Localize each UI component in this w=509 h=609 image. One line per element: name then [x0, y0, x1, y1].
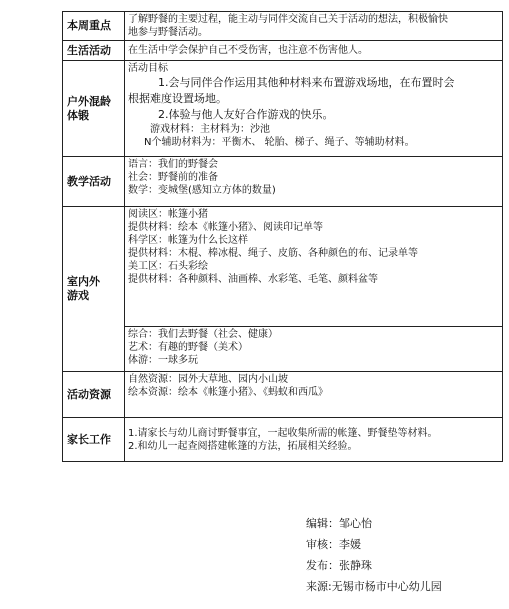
- label-weekly-focus: 本周重点: [63, 12, 125, 41]
- row-parent-work: [63, 418, 503, 462]
- label-outdoor-line-1: 户外混龄: [67, 94, 111, 108]
- publication-footer: [306, 513, 442, 597]
- label-life-activity: 生活活动: [63, 41, 125, 61]
- resources-line-1: 自然资源：园外大草地、园内小山坡: [128, 374, 288, 385]
- label-games-line-2: 游戏: [67, 289, 89, 302]
- outdoor-exercise-content: [125, 61, 503, 157]
- footer-source: 来源:无锡市杨市中心幼儿园: [306, 580, 442, 593]
- outdoor-goal-1a: 1.会与同伴合作运用其他种材料来布置游戏场地，在布置时会: [158, 76, 455, 89]
- games-areas-content: [125, 207, 503, 327]
- life-activity-line-1: 在生活中学会保护自己不受伤害，也注意不伤害他人。: [128, 45, 368, 56]
- games-extra-line-2: 艺术：有趣的野餐（美术）: [128, 342, 248, 353]
- footer-reviewer: 审核：李媛: [306, 538, 361, 551]
- teaching-line-3: 数学：变城堡(感知立方体的数量): [128, 185, 276, 196]
- row-indoor-outdoor-games: [63, 207, 503, 327]
- row-life-activity: [63, 41, 503, 61]
- games-extra-content: [125, 327, 503, 372]
- activity-resources-content: [125, 372, 503, 418]
- label-indoor-outdoor-games: [63, 207, 125, 372]
- label-parent-work: 家长工作: [63, 418, 125, 462]
- games-line-2: 提供材料：绘本《帐篷小猪》、阅读印记单等: [128, 222, 323, 233]
- parent-work-line-1: 1.请家长与幼儿商讨野餐事宜，一起收集所需的帐篷、野餐垫等材料。: [128, 427, 438, 439]
- weekly-focus-content: [125, 12, 503, 41]
- label-teaching-activity: 教学活动: [63, 157, 125, 207]
- row-weekly-focus: [63, 12, 503, 41]
- outdoor-material-aux: N个辅助材料为：平衡木、 轮胎、梯子、绳子、等辅助材料。: [144, 137, 415, 148]
- games-extra-line-1: 综合：我们去野餐（社会、健康）: [128, 329, 278, 340]
- row-outdoor-exercise: [63, 61, 503, 157]
- label-activity-resources: 活动资源: [63, 372, 125, 418]
- weekly-focus-line-2: 地参与野餐活动。: [128, 27, 208, 38]
- weekly-plan-table: [62, 11, 503, 462]
- games-line-6: 提供材料：各种颜料、油画棒、水彩笔、毛笔、颜料盆等: [128, 274, 378, 285]
- outdoor-material-main: 游戏材料：主材料为：沙池: [150, 124, 270, 135]
- outdoor-goal-2: 2.体验与他人友好合作游戏的快乐。: [158, 108, 334, 121]
- parent-work-line-2: 2.和幼儿一起查阅搭建帐篷的方法，拓展相关经验。: [128, 440, 358, 452]
- footer-editor: 编辑：邹心怡: [306, 517, 372, 530]
- games-line-1: 阅读区：帐篷小猪: [128, 209, 208, 220]
- teaching-line-2: 社会：野餐前的准备: [128, 172, 218, 183]
- row-indoor-outdoor-games-2: [63, 327, 503, 372]
- games-extra-line-3: 体游：一球多玩: [128, 355, 198, 366]
- games-line-3: 科学区：帐篷为什么长这样: [128, 235, 248, 246]
- row-teaching-activity: [63, 157, 503, 207]
- weekly-focus-line-1: 了解野餐的主要过程，能主动与同伴交流自己关于活动的想法，积极愉快: [128, 14, 448, 25]
- outdoor-goal-title: 活动目标: [128, 63, 168, 74]
- parent-work-content: [125, 418, 503, 462]
- resources-line-2: 绘本资源：绘本《帐篷小猪》、《蚂蚁和西瓜》: [128, 387, 328, 398]
- label-games-line-1: 室内外: [67, 275, 100, 288]
- life-activity-content: [125, 41, 503, 61]
- label-outdoor-line-2: 体锻: [67, 108, 89, 122]
- footer-publisher: 发布：张静珠: [306, 559, 372, 572]
- teaching-activity-content: [125, 157, 503, 207]
- games-line-5: 美工区：石头彩绘: [128, 261, 208, 272]
- outdoor-goal-1b: 根据难度设置场地。: [128, 92, 227, 105]
- games-line-4: 提供材料：木棍、棒冰棍、绳子、皮筋、各种颜色的布、记录单等: [128, 248, 418, 259]
- teaching-line-1: 语言：我们的野餐会: [128, 159, 218, 170]
- label-outdoor-exercise: [63, 61, 125, 157]
- row-activity-resources: [63, 372, 503, 418]
